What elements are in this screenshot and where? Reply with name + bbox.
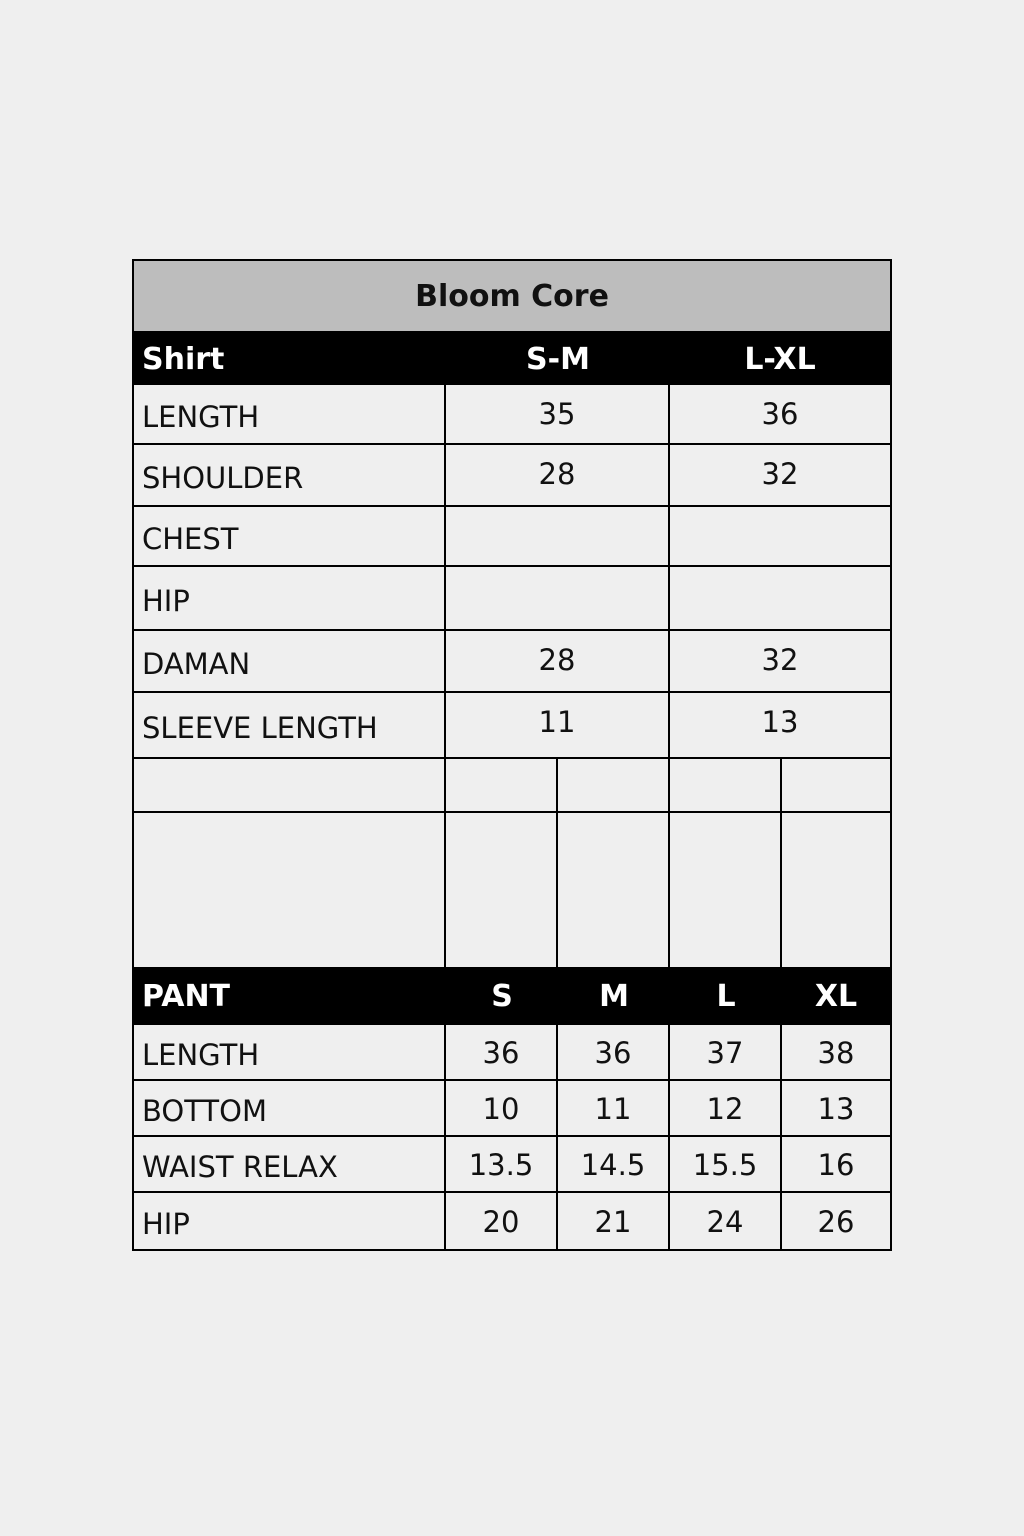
shirt-header-size-s-m: S-M: [526, 341, 590, 377]
cell-value: [670, 567, 890, 629]
pant-header-size-m: M: [599, 978, 629, 1014]
table-title: Bloom Core: [134, 261, 890, 333]
cell-value: 36: [761, 397, 799, 431]
empty-cell: [782, 813, 890, 967]
cell-value: [446, 567, 670, 629]
cell-value: 36: [446, 1025, 558, 1079]
cell-value: 13: [817, 1092, 855, 1126]
pant-row-waist-relax: [134, 1137, 890, 1193]
row-label: WAIST RELAX: [134, 1137, 446, 1191]
shirt-header-size-l-xl: L-XL: [744, 341, 816, 377]
pant-header-size-xl: XL: [814, 978, 858, 1014]
cell-value: 12: [670, 1081, 782, 1135]
empty-cell: [446, 759, 558, 811]
size-chart-table: [132, 259, 892, 1251]
row-label: SHOULDER: [134, 445, 446, 505]
row-label: LENGTH: [134, 1025, 446, 1079]
cell-value: 36: [558, 1025, 670, 1079]
empty-cell: [558, 759, 670, 811]
row-label: SLEEVE LENGTH: [134, 693, 446, 757]
pant-header-size-s: S: [491, 978, 513, 1014]
cell-value: 11: [558, 1081, 670, 1135]
cell-value: 11: [446, 693, 670, 757]
cell-value: 14.5: [558, 1137, 670, 1191]
empty-cell: [446, 813, 558, 967]
pant-header-label: PANT: [142, 978, 231, 1014]
cell-value: 13.5: [446, 1137, 558, 1191]
empty-cell: [134, 813, 446, 967]
cell-value: 38: [817, 1036, 855, 1070]
row-label: BOTTOM: [134, 1081, 446, 1135]
empty-cell: [558, 813, 670, 967]
pant-header-row: [134, 967, 890, 1025]
shirt-row-shoulder: [134, 445, 890, 507]
pant-row-bottom: [134, 1081, 890, 1137]
cell-value: 21: [558, 1193, 670, 1249]
shirt-row-sleeve-length: [134, 693, 890, 759]
cell-value: 10: [446, 1081, 558, 1135]
cell-value: [670, 507, 890, 565]
shirt-row-length: [134, 385, 890, 445]
pant-row-length: [134, 1025, 890, 1081]
blank-row: [134, 759, 890, 813]
empty-cell: [782, 759, 890, 811]
row-label: DAMAN: [134, 631, 446, 691]
row-label: CHEST: [134, 507, 446, 565]
shirt-row-hip: [134, 567, 890, 631]
cell-value: 20: [446, 1193, 558, 1249]
cell-value: 35: [446, 385, 670, 443]
cell-value: 16: [817, 1148, 855, 1182]
cell-value: 26: [817, 1205, 855, 1239]
pant-header-size-l: L: [716, 978, 736, 1014]
cell-value: 32: [761, 457, 799, 491]
cell-value: 28: [446, 631, 670, 691]
cell-value: 24: [670, 1193, 782, 1249]
cell-value: 28: [446, 445, 670, 505]
shirt-header-label: Shirt: [142, 341, 225, 377]
blank-row: [134, 813, 890, 967]
row-label: HIP: [134, 567, 446, 629]
cell-value: 15.5: [670, 1137, 782, 1191]
cell-value: 37: [670, 1025, 782, 1079]
row-label: LENGTH: [134, 385, 446, 443]
cell-value: 32: [761, 643, 799, 677]
shirt-row-daman: [134, 631, 890, 693]
empty-cell: [670, 813, 782, 967]
shirt-row-chest: [134, 507, 890, 567]
shirt-header-row: [134, 333, 890, 385]
cell-value: 13: [761, 705, 799, 739]
empty-cell: [670, 759, 782, 811]
pant-row-hip: [134, 1193, 890, 1249]
cell-value: [446, 507, 670, 565]
row-label: HIP: [134, 1193, 446, 1249]
empty-cell: [134, 759, 446, 811]
